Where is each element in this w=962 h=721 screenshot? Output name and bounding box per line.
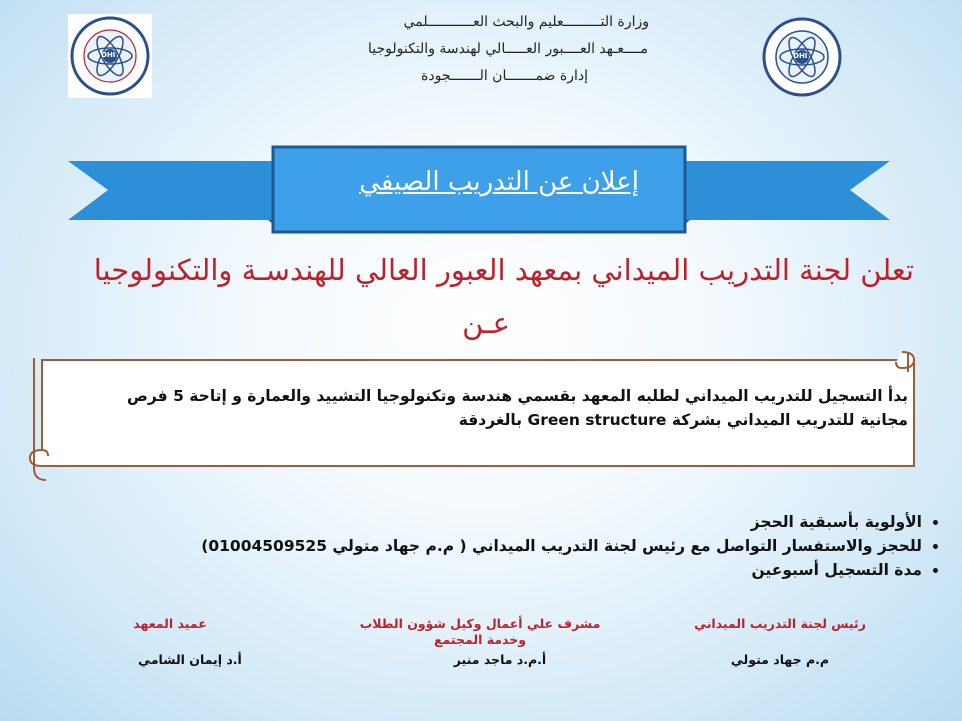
list-item: • مدة التسجيل أسبوعين [201, 558, 922, 582]
signature-name-committee-head: م.م جهاد متولي [730, 652, 830, 667]
institute-logo [762, 17, 842, 97]
headline-line1: تعلن لجنة التدريب الميداني بمعهد العبور العالي للهندسـة والتكنولوجيا [93, 253, 914, 287]
signature-title-committee-head: رئيس لجنة التدريب الميداني [694, 616, 866, 631]
list-item: • الأولوية بأسبقية الحجز [201, 510, 922, 534]
quality-dept-line: إدارة ضمـــــــان الـــــــجودة [421, 68, 588, 84]
announcement-body [60, 384, 908, 432]
signature-title-student-affairs: مشرف علي أعمال وكيل شؤون الطلاب وخدمة المجتمع [359, 616, 601, 647]
list-item: • للحجز والاستفسار التواصل مع رئيس لجنة التدريب الميداني ( م.م جهاد متولي 01004509525) [201, 534, 922, 558]
announcement-line1: بدأ التسجيل للتدريب الميداني لطلبه المعهد بقسمي هندسة وتكنولوجيا التشييد والعمارة و إتاحة 5 فرص [127, 387, 908, 405]
ministry-line: وزارة التـــــــــعليم والبحث العـــــــــــلمي [403, 14, 649, 30]
logo-badge: OHI [793, 52, 808, 60]
signature-title-dean: عميد المعهد [133, 616, 207, 631]
institute-line: مــــعـهد العــــبور العـــــالي لهندسة والتكنولوجيا [367, 41, 648, 57]
announcement-line2: مجانية للتدريب الميداني بشركة Green structure بالغردقة [458, 411, 908, 429]
headline-line2: عـن [462, 306, 510, 340]
logo-badge: OHI [101, 51, 116, 59]
signature-name-dean: أ.د إيمان الشامي [138, 652, 242, 667]
details-list [201, 510, 942, 582]
signature-name-student-affairs: أ.م.د ماجد منير [453, 652, 547, 667]
banner-title: إعلان عن التدريب الصيفي [359, 167, 639, 197]
quality-unit-logo [68, 14, 152, 98]
